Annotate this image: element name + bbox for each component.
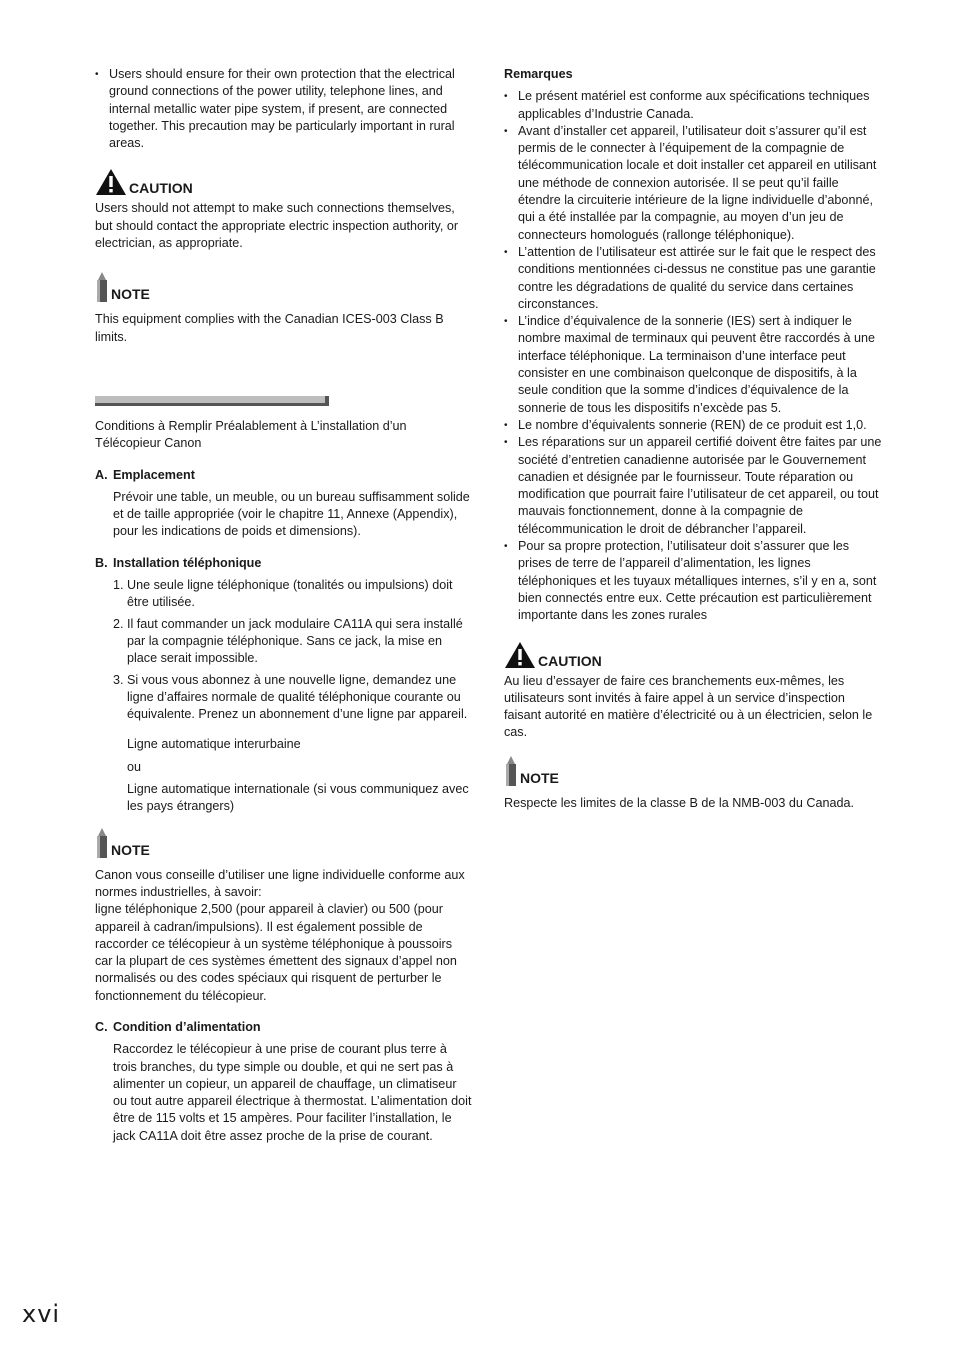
list-item: • Users should ensure for their own protection that the electrical ground connections of the power utility, telephone lines, and internal metallic water pipe system, if present, are connected together. This precaution may be particularly important in rural areas. [95, 66, 473, 152]
section-a [95, 467, 473, 541]
list-item: 2. Il faut commander un jack modulaire CA11A qui sera installé par la compagnie téléphonique. Sans ce jack, la mise en place serait impossible. [113, 616, 463, 666]
note-heading [95, 272, 473, 302]
note2-heading [95, 828, 473, 858]
caution-text: Users should not attempt to make such connections themselves, but should contact the appropriate electric inspection authority, or electrician, as appropriate. [95, 201, 459, 251]
note-text-fr: Respecte les limites de la classe B de la NMB-003 du Canada. [504, 795, 855, 810]
section-c-text: Raccordez le télécopieur à une prise de courant plus terre à trois branches, du type simple ou double, et qui ne sert pas à alimenter un copieur, un appareil de chauffage, un climatiseur ou tout autre appareil électrique à thermostat. L’alimentation doit être de 115 volts et 15 ampères. Pour faciliter l’installation, le jack CA11A doit être assez proche de la prise de courant. [113, 1042, 472, 1143]
section-a-title: A. Emplacement [95, 467, 195, 482]
pencil-icon [95, 828, 109, 858]
section-b [95, 555, 473, 816]
caution-text-fr: Au lieu d’essayer de faire ces branchements eux-mêmes, les utilisateurs sont invités à faire appel à un service d’inspection faisant autorité en matière d’électricité ou à un électricien, selon le cas. [504, 673, 873, 740]
note2-label: NOTE [111, 841, 150, 858]
section-b-list [95, 577, 473, 723]
section-a-text: Prévoir une table, un meuble, ou un bureau suffisamment solide et de taille appropriée (voir le chapitre 11, Annexe (Appendix), pour les indications de poids et dimensions). [113, 489, 470, 539]
section-b-title: B. Installation téléphonique [95, 555, 262, 570]
section-c [95, 1019, 473, 1145]
ground-bullet-list [95, 66, 473, 152]
page-number: xvi [22, 1300, 61, 1328]
list-item: • Le présent matériel est conforme aux spécifications techniques applicables d’Industrie Canada. [504, 88, 882, 123]
list-item: • Le nombre d’équivalents sonnerie (REN) de ce produit est 1,0. [504, 417, 882, 434]
note-heading-fr [504, 756, 882, 786]
note2-text-2: ligne téléphonique 2,500 (pour appareil à clavier) ou 500 (pour appareil à cadran/impulsions). Il est également possible de raccorder ce télécopieur à un système téléphonique à poussoirs car la plupart de ces systèmes émettent des signaux d’appel non normalisés ou des codes spéciaux qui risquent de perturber le fonctionnement du télécopieur. [95, 902, 457, 1003]
caution-label: CAUTION [129, 180, 193, 197]
list-item: 3. Si vous vous abonnez à une nouvelle ligne, demandez une ligne d’affaires normale de qualité téléphonique courante ou équivalente. Prenez un abonnement d’une ligne par appareil. [113, 672, 468, 722]
list-item: 1. Une seule ligne téléphonique (tonalités ou impulsions) doit être utilisée. [113, 578, 453, 610]
warning-triangle-icon [95, 168, 127, 196]
left-column [95, 66, 473, 1145]
list-item: • Les réparations sur un appareil certifié doivent être faites par une société d’entretien canadienne autorisée par le Gouvernement canadien et désignée par le fournisseur. Toute réparation ou modification que pourrait faire l’utilisateur de cet appareil, ou tout mauvais fonctionnement, donne à la compagnie de télécommunication le droit de débrancher l’appareil. [504, 434, 882, 538]
note-label: NOTE [111, 286, 150, 303]
pencil-icon [95, 272, 109, 302]
warning-triangle-icon [504, 641, 536, 669]
list-item: • Pour sa propre protection, l’utilisateur doit s’assurer que les prises de terre de l’appareil d’alimentation, les lignes téléphoniques et les tuyaux métalliques internes, s’il y en a, sont bien connectés entre eux. Cette précaution est particulièrement importante dans les zones rurales [504, 538, 882, 624]
list-item: • L’attention de l’utilisateur est attirée sur le fait que le respect des conditions mentionnées ci-dessus ne constitue pas une garantie contre les dégradations de qualité du service dans certaines circonstances. [504, 244, 882, 313]
remarks-list [504, 88, 882, 624]
list-item: • L’indice d’équivalence de la sonnerie (IES) sert à indiquer le nombre maximal de terminaux qui peuvent être raccordés à une interface téléphonique. La terminaison d’une interface peut consister en une combinaison quelconque de dispositifs, à la seule condition que la somme d’indices d’équivalence de la sonnerie de tous les dispositifs n’excède pas 5. [504, 313, 882, 417]
caution-heading-fr [504, 641, 882, 669]
section-divider-bar [95, 396, 329, 406]
conditions-intro: Conditions à Remplir Préalablement à L’installation d’un Télécopieur Canon [95, 418, 407, 451]
line-intl-text: Ligne automatique internationale (si vous communiquez avec les pays étrangers) [127, 782, 469, 814]
right-column [504, 66, 882, 812]
note-text: This equipment complies with the Canadian ICES-003 Class B limits. [95, 312, 444, 344]
section-c-title: C. Condition d’alimentation [95, 1019, 261, 1034]
caution-heading [95, 168, 473, 196]
caution-label-fr: CAUTION [538, 652, 602, 669]
or-text: ou [127, 759, 142, 774]
pencil-icon [504, 756, 518, 786]
remarks-title: Remarques [504, 67, 573, 81]
note-label-fr: NOTE [520, 769, 559, 786]
list-item: • Avant d’installer cet appareil, l’utilisateur doit s’assurer qu’il est permis de le connecter à l’équipement de la compagnie de télécommunication locale et doit installer cet appareil en utilisant une méthode de connexion autorisée. Il se peut qu’il faille étendre la circuiterie intérieure de la ligne individuelle d’abonné, qui a été installée par la compagnie, au moyen d’un jeu de connecteurs homologués (rallonge téléphonique). [504, 123, 882, 244]
line-auto-text: Ligne automatique interurbaine [127, 737, 301, 752]
note2-text-1: Canon vous conseille d’utiliser une ligne individuelle conforme aux normes industrielles, à savoir: [95, 867, 465, 899]
